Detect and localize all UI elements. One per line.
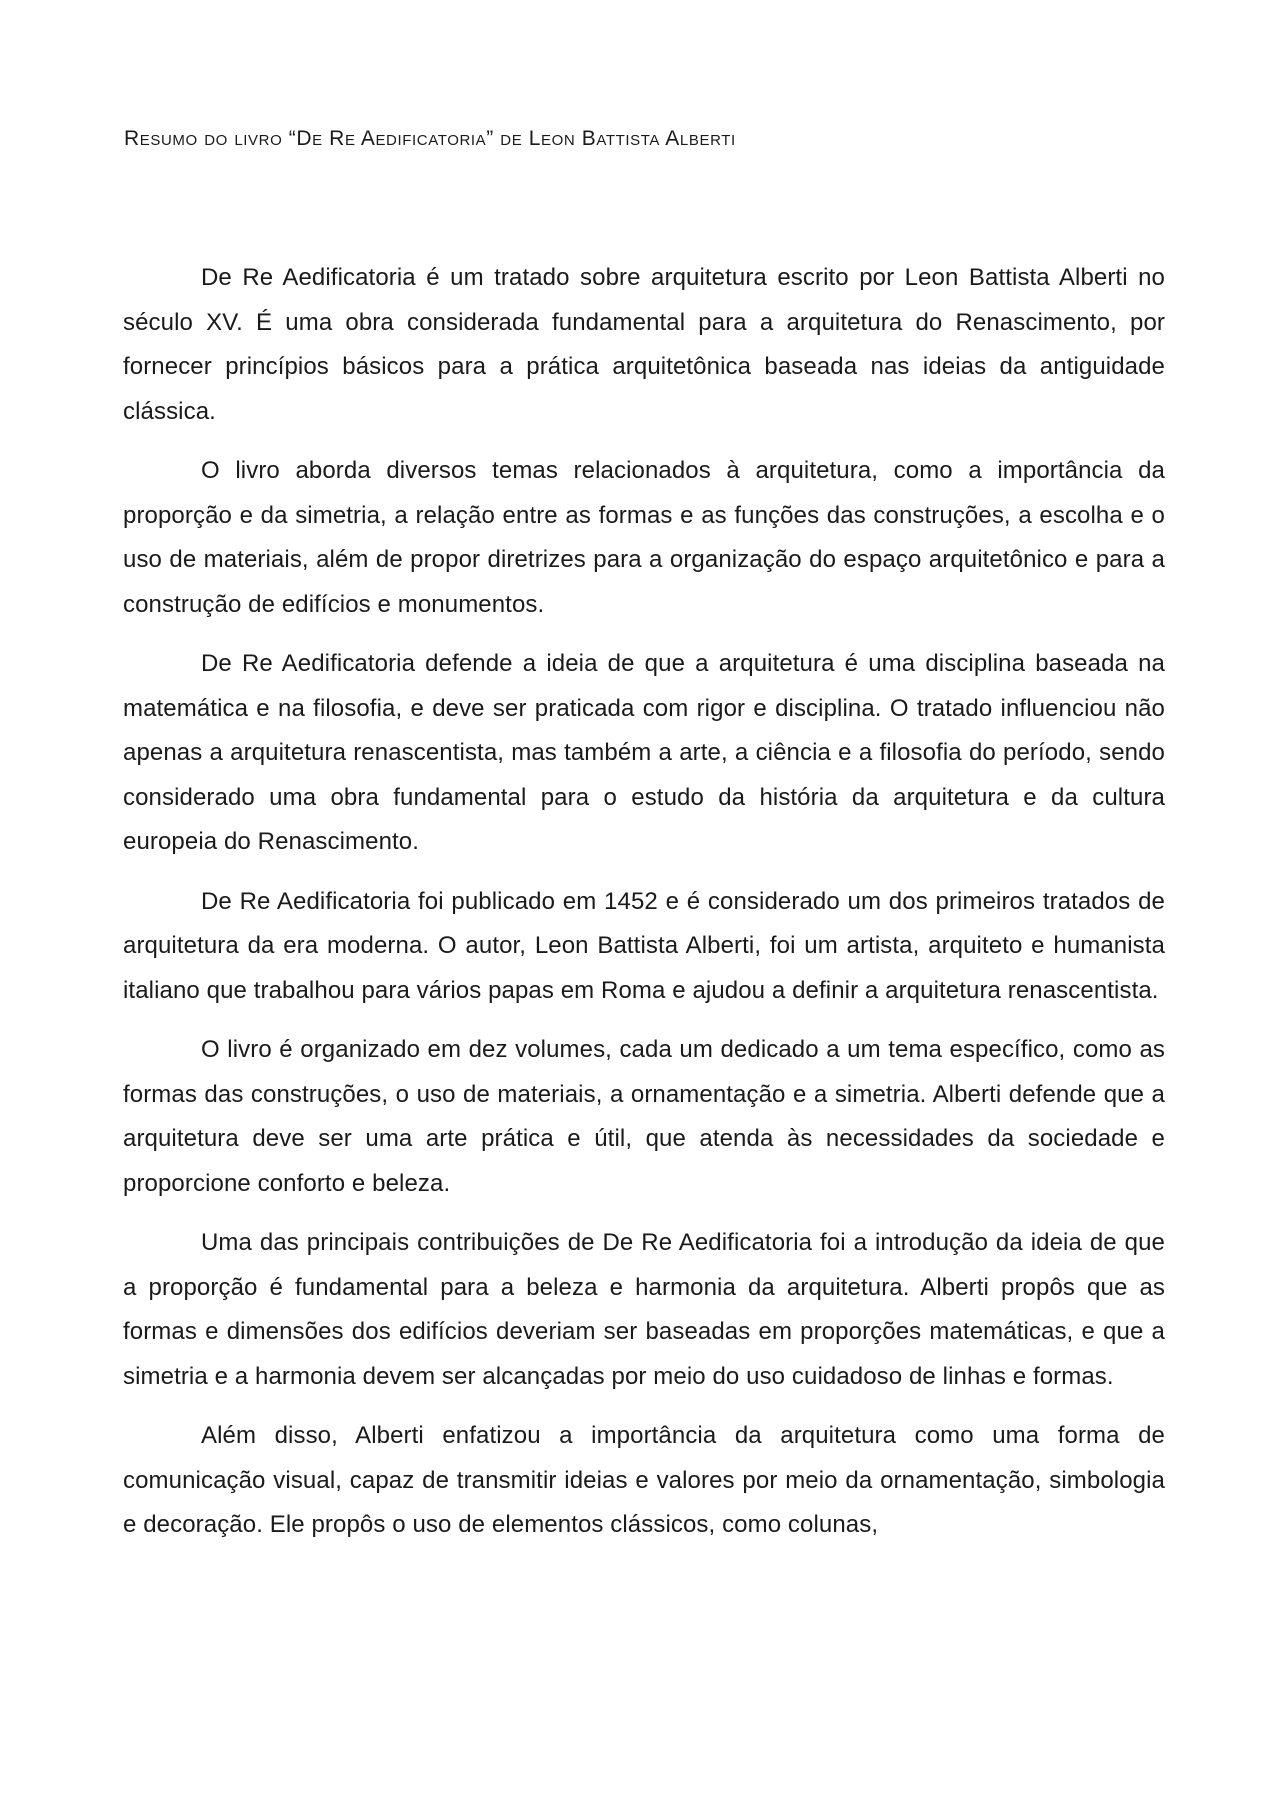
paragraph-5: O livro é organizado em dez volumes, cada um dedicado a um tema específico, como as formas das construções, o uso de materiais, a ornamentação e a simetria. Alberti defende que a arquitetura deve ser uma arte prática e útil, que atenda às necessidades da sociedade e proporcione conforto e beleza. — [123, 1036, 1165, 1197]
paragraph-4: De Re Aedificatoria foi publicado em 1452 e é considerado um dos primeiros tratados de arquitetura da era moderna. O autor, Leon Battista Alberti, foi um artista, arquiteto e humanista italiano que trabalhou para vários papas em Roma e ajudou a definir a arquitetura renascentista. — [123, 887, 1165, 1004]
paragraph-2: O livro aborda diversos temas relacionados à arquitetura, como a importância da proporção e da simetria, a relação entre as formas e as funções das construções, a escolha e o uso de materiais, além de propor diretrizes para a organização do espaço arquitetônico e para a construção de edifícios e monumentos. — [123, 457, 1165, 618]
document-title: Resumo do livro “De Re Aedificatoria” de Leon Battista Alberti — [124, 127, 736, 150]
paragraph-3: De Re Aedificatoria defende a ideia de que a arquitetura é uma disciplina baseada na matemática e na filosofia, e deve ser praticada com rigor e disciplina. O tratado influenciou não apenas a arquitetura renascentista, mas também a arte, a ciência e a filosofia do período, sendo considerado uma obra fundamental para o estudo da história da arquitetura e da cultura europeia do Renascimento. — [123, 650, 1165, 855]
paragraph-6: Uma das principais contribuições de De Re Aedificatoria foi a introdução da ideia de que a proporção é fundamental para a beleza e harmonia da arquitetura. Alberti propôs que as formas e dimensões dos edifícios deveriam ser baseadas em proporções matemáticas, e que a simetria e a harmonia devem ser alcançadas por meio do uso cuidadoso de linhas e formas. — [123, 1229, 1165, 1390]
paragraph-1: De Re Aedificatoria é um tratado sobre arquitetura escrito por Leon Battista Alberti no século XV. É uma obra considerada fundamental para a arquitetura do Renascimento, por fornecer princípios básicos para a prática arquitetônica baseada nas ideias da antiguidade clássica. — [123, 264, 1165, 425]
document-body — [123, 256, 1165, 1563]
paragraph-7: Além disso, Alberti enfatizou a importância da arquitetura como uma forma de comunicação visual, capaz de transmitir ideias e valores por meio da ornamentação, simbologia e decoração. Ele propôs o uso de elementos clássicos, como colunas, — [123, 1422, 1165, 1538]
